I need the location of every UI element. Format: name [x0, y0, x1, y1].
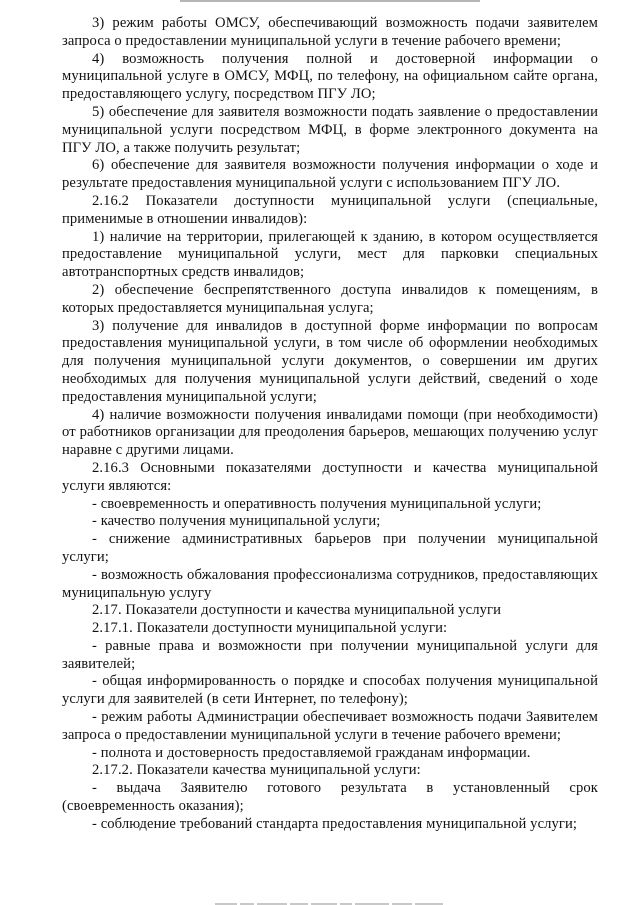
section-2-17-2-heading: 2.17.2. Показатели качества муниципальной услуги: [92, 762, 421, 779]
list-item-administration-hours: - режим работы Администрации обеспечивает возможность подачи Заявителем запроса о предоставлении муниципальной услуги в течение рабочего времени; [62, 709, 598, 743]
list-item-equal-rights: - равные права и возможности при получении муниципальной услуги для заявителей; [62, 637, 598, 672]
paragraph-submit-via-mfc: 5) обеспечение для заявителя возможности подать заявление о предоставлении муниципальной услуги посредством МФЦ, в форме электронного документа на ПГУ ЛО, а также получить результат; [62, 103, 598, 156]
list-item-information-completeness: - полнота и достоверность предоставляемой гражданам информации. [92, 744, 531, 761]
list-item-general-awareness: - общая информированность о порядке и способах получения муниципальной услуги для заявителей (в сети Интернет, по телефону); [62, 673, 598, 708]
cut-off-footer-text [215, 896, 475, 905]
section-2-17-heading: 2.17. Показатели доступности и качества муниципальной услуги [92, 602, 502, 619]
paragraph-regime-omsu: 3) режим работы ОМСУ, обеспечивающий возможность подачи заявителем запроса о предоставлении муниципальной услуги в течение рабочего времени; [62, 15, 598, 49]
list-item-appeal-possibility: - возможность обжалования профессионализма сотрудников, предоставляющих муниципальную услугу [62, 566, 598, 601]
paragraph-staff-assistance: 4) наличие возможности получения инвалидами помощи (при необходимости) от работников организации для преодоления барьеров, мешающих получению услуг наравне с другими лицами. [62, 406, 598, 459]
paragraph-info-availability: 4) возможность получения полной и достоверной информации о муниципальной услуге в ОМСУ, МФЦ, по телефону, на официальном сайте органа, предоставляющего услугу, посредством ПГУ ЛО; [62, 50, 598, 103]
section-2-16-2-heading: 2.16.2 Показатели доступности муниципальной услуги (специальные, применимые в отношении инвалидов): [62, 192, 598, 227]
section-2-17-1-heading: 2.17.1. Показатели доступности муниципальной услуги: [92, 620, 448, 637]
list-item-standard-compliance: - соблюдение требований стандарта предоставления муниципальной услуги; [92, 815, 578, 832]
paragraph-progress-info: 6) обеспечение для заявителя возможности получения информации о ходе и результате предоставления муниципальной услуги с использованием ПГУ ЛО. [62, 157, 598, 192]
list-item-quality: - качество получения муниципальной услуги; [92, 513, 381, 530]
paragraph-barrier-free-access: 2) обеспечение беспрепятственного доступа инвалидов к помещениям, в которых предоставляется муниципальная услуга; [62, 281, 598, 316]
document-page [62, 0, 598, 834]
list-item-timeliness: - своевременность и оперативность получения муниципальной услуги; [92, 495, 542, 512]
list-item-reduced-barriers: - снижение административных барьеров при получении муниципальной услуги; [62, 531, 598, 565]
section-2-16-3-heading: 2.16.3 Основными показателями доступности и качества муниципальной услуги являются: [62, 459, 598, 494]
list-item-timely-delivery: - выдача Заявителю готового результата в установленный срок (своевременность оказания); [62, 780, 598, 815]
paragraph-accessible-information: 3) получение для инвалидов в доступной форме информации по вопросам предоставления муниципальной услуги, в том числе об оформлении необходимых для получения муниципальной услуги документов, о совершении им других необходимых для получения муниципальной услуги действий, сведений о ходе предоставления муниципальной услуги; [62, 317, 598, 405]
paragraph-parking: 1) наличие на территории, прилегающей к зданию, в котором осуществляется предоставление муниципальной услуги, мест для парковки специальных автотранспортных средств инвалидов; [62, 228, 598, 281]
